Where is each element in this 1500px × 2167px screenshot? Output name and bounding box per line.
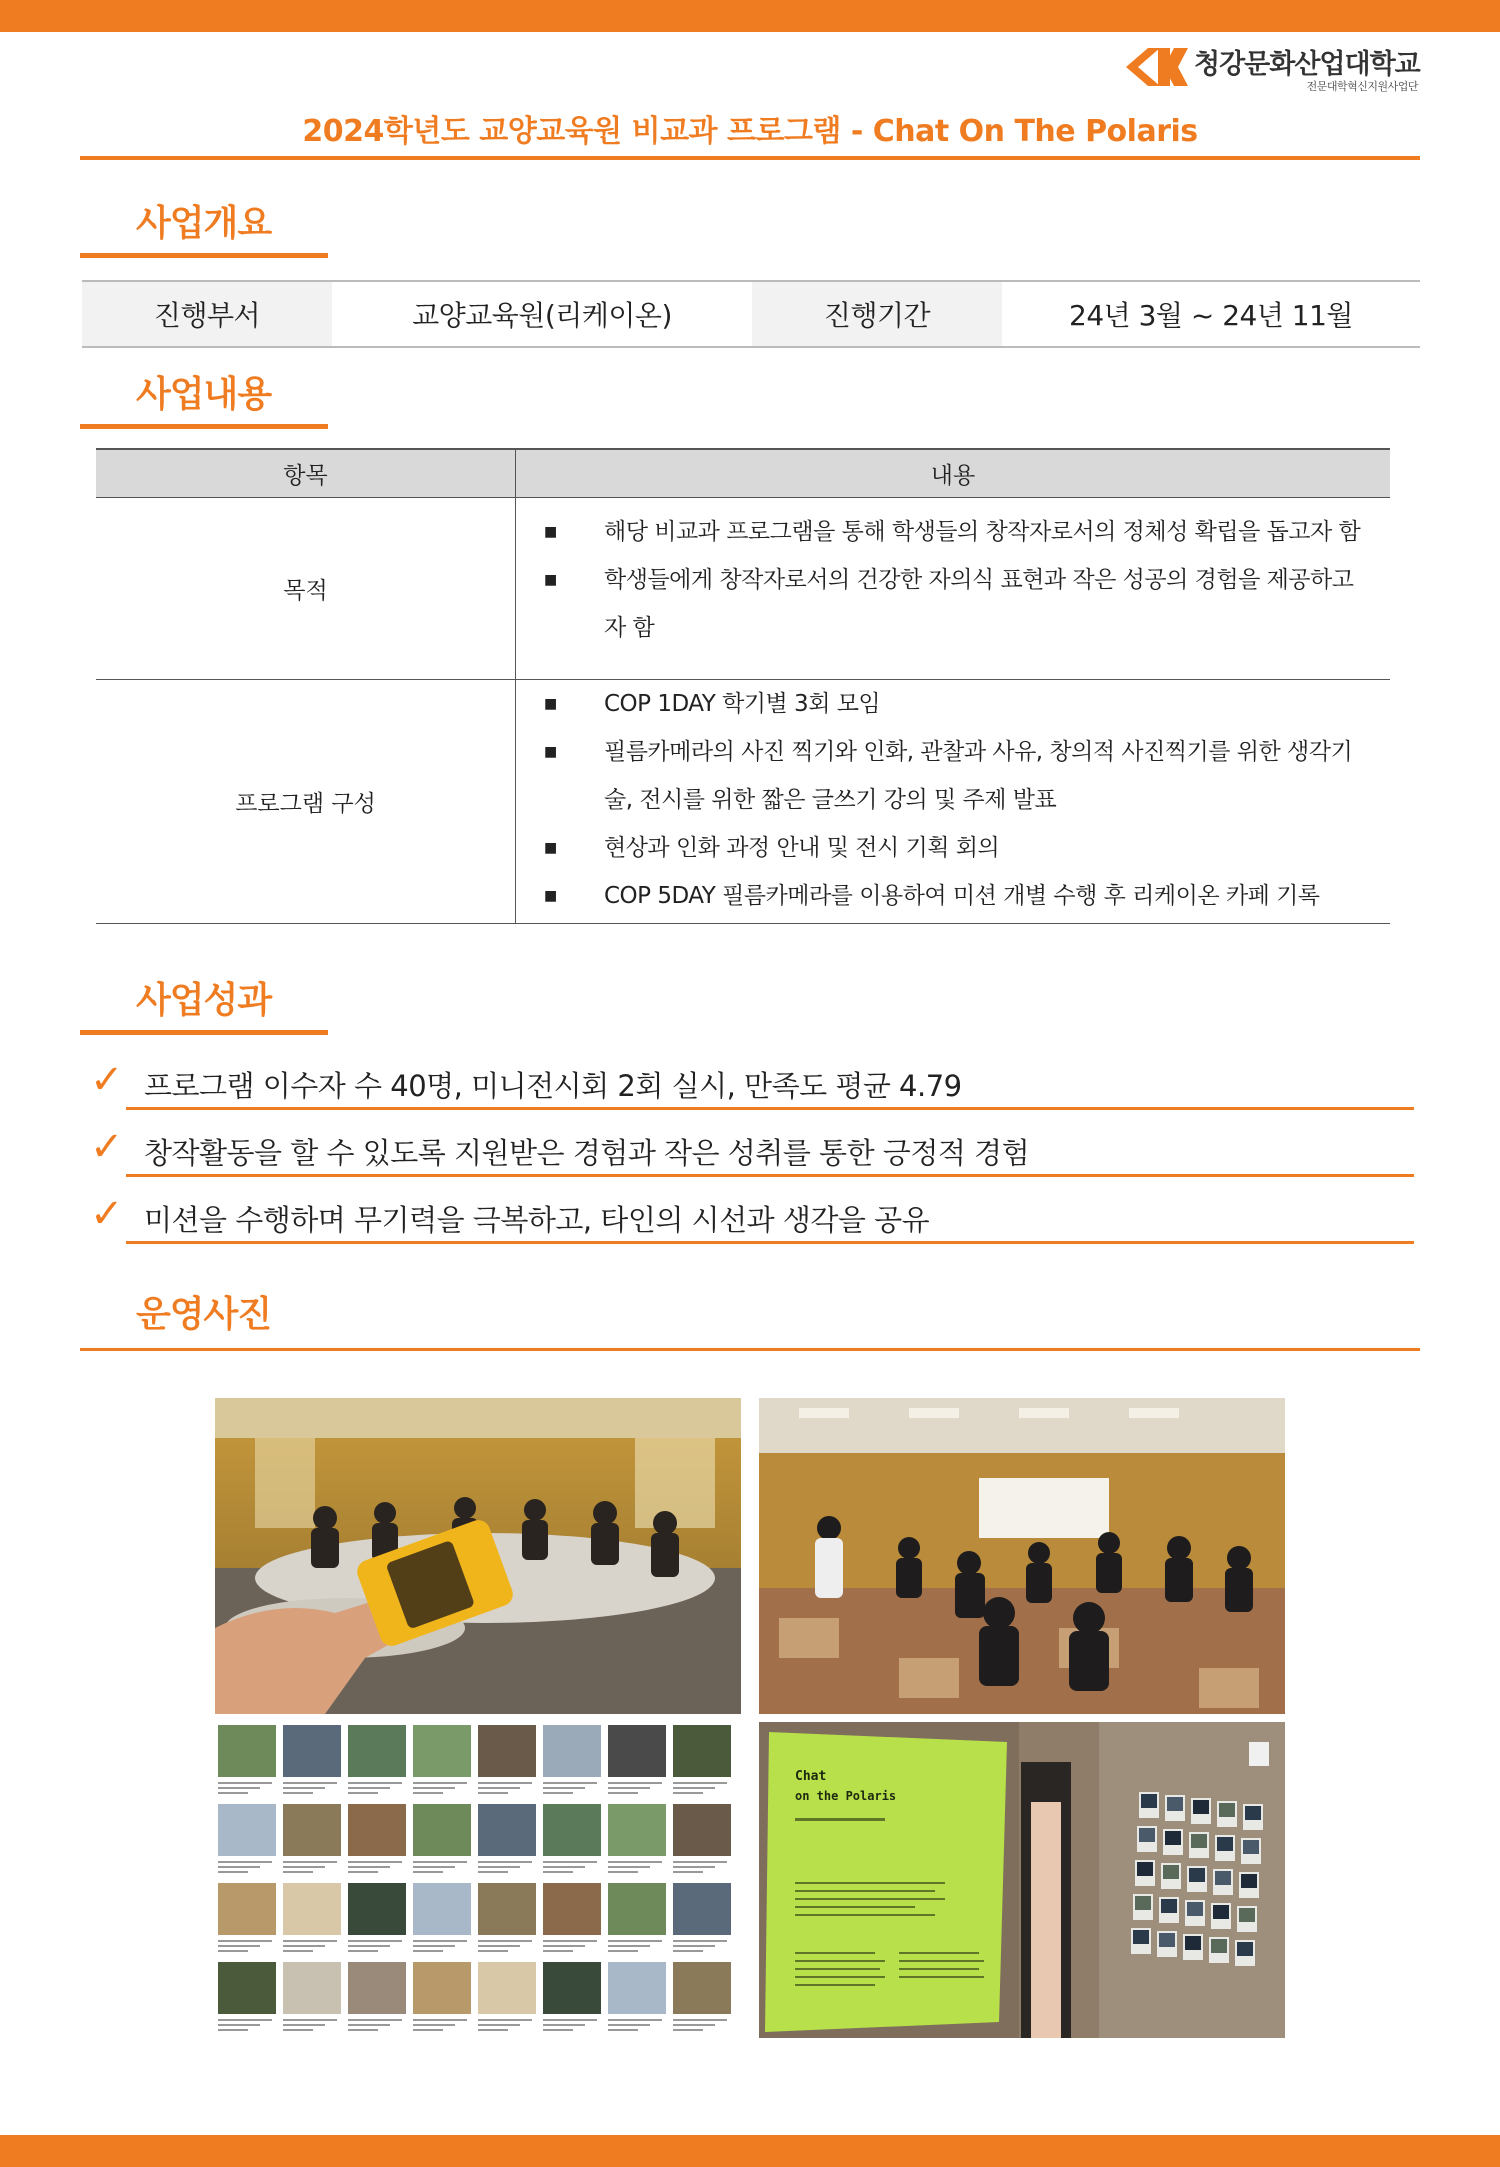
gallery-caption-line [348,1940,402,1942]
gallery-caption-line [608,1787,650,1789]
gallery-caption-line [478,1940,532,1942]
gallery-caption-line [673,1861,727,1863]
row-label-purpose: 목적 [96,498,516,679]
gallery-caption-line [673,1871,703,1873]
gallery-caption-line [348,1782,402,1784]
exhibit-print-image [1165,1831,1181,1845]
square-bullet-icon: ■ [544,888,557,904]
gallery-caption-line [348,1792,378,1794]
gallery-thumbnail [543,1883,601,1935]
gallery-thumbnail [348,1804,406,1856]
section-underline-overview [80,253,328,258]
checkmark-icon: ✓ [90,1057,124,1103]
gallery-caption-line [218,1945,260,1947]
gallery-thumbnail [218,1804,276,1856]
gallery-thumbnail [413,1804,471,1856]
gallery-thumbnail [543,1962,601,2014]
gallery-caption-line [283,1871,313,1873]
document-title: 2024학년도 교양교육원 비교과 프로그램 - Chat On The Polaris [302,114,1198,149]
gallery-caption-line [283,1861,337,1863]
gallery-caption-line [543,1871,573,1873]
gallery-thumbnail [478,1962,536,2014]
top-accent-bar [0,0,1500,32]
result-item: ✓ 창작활동을 할 수 있도록 지원받은 경험과 작은 성취를 통한 긍정적 경험 [90,1127,1414,1171]
gallery-caption-line [673,1792,703,1794]
exhibit-print-image [1219,1803,1235,1817]
gallery-caption-line [608,1940,662,1942]
gallery-caption-line [218,2029,248,2031]
gallery-thumbnail [608,1725,666,1777]
exhibit-print-image [1213,1905,1229,1919]
content-table [96,448,1390,924]
gallery-thumbnail [543,1725,601,1777]
gallery-caption-line [413,1940,467,1942]
gallery-caption-line [413,2029,443,2031]
exhibit-print-image [1135,1896,1151,1910]
exhibit-print-image [1241,1874,1257,1888]
gallery-caption-line [283,2019,337,2021]
gallery-caption-line [608,2024,650,2026]
gallery-caption-line [218,1861,272,1863]
section-heading-photos: 운영사진 [136,1294,272,1335]
gallery-thumbnail [413,1883,471,1935]
gallery-caption-line [608,1950,638,1952]
ck-logo-mark-icon [1112,44,1192,90]
list-item: ■ COP 5DAY 필름카메라를 이용하여 미션 개별 수행 후 리케이온 카페 기록 [530,872,1380,920]
gallery-caption-line [673,1940,727,1942]
gallery-caption-line [413,2019,467,2021]
exhibit-print-image [1215,1871,1231,1885]
table-row [96,680,1390,924]
gallery-caption-line [673,1782,727,1784]
list-item: ■ 현상과 인화 과정 안내 및 전시 기획 회의 [530,824,1380,872]
gallery-caption-line [283,1940,337,1942]
photo-classroom-camera [215,1398,741,1714]
gallery-caption-line [478,1950,508,1952]
section-heading-results: 사업성과 [136,980,272,1021]
gallery-caption-line [543,1782,597,1784]
gallery-caption-line [413,2024,455,2026]
section-heading-overview: 사업개요 [136,203,272,244]
gallery-caption-line [543,1950,573,1952]
gallery-caption-line [543,1861,597,1863]
gallery-caption-line [608,2029,638,2031]
gallery-caption-line [348,1866,390,1868]
gallery-thumbnail [543,1804,601,1856]
gallery-caption-line [673,1945,715,1947]
exhibit-print-image [1245,1806,1261,1820]
gallery-caption-line [478,2024,520,2026]
gallery-caption-line [283,2029,313,2031]
gallery-caption-line [478,2029,508,2031]
period-value: 24년 3월 ~ 24년 11월 [1069,299,1353,332]
gallery-caption-line [218,1792,248,1794]
gallery-caption-line [673,2029,703,2031]
exhibit-print-image [1137,1862,1153,1876]
gallery-caption-line [608,1866,650,1868]
gallery-caption-line [543,1940,597,1942]
gallery-caption-line [413,1945,455,1947]
list-item: ■ 해당 비교과 프로그램을 통해 학생들의 창작자로서의 정체성 확립을 돕고자 함 [530,508,1380,556]
gallery-caption-line [478,1945,520,1947]
logo-subtitle: 전문대학혁신지원사업단 [1306,80,1418,93]
gallery-thumbnail [478,1725,536,1777]
exhibit-print-image [1139,1828,1155,1842]
exhibit-print-image [1193,1800,1209,1814]
university-logo [1112,42,1422,94]
gallery-caption-line [543,1792,573,1794]
gallery-thumbnail [348,1883,406,1935]
gallery-caption-line [543,1866,585,1868]
section-underline-results [80,1030,328,1035]
exhibit-print-image [1133,1930,1149,1944]
gallery-caption-line [283,1792,313,1794]
exhibit-print-image [1189,1868,1205,1882]
exhibit-print-image [1217,1837,1233,1851]
content-table-header [96,448,1390,498]
result-item: ✓ 미션을 수행하며 무기력을 극복하고, 타인의 시선과 생각을 공유 [90,1194,1414,1238]
square-bullet-icon: ■ [544,840,557,856]
photo-classroom-circle [759,1398,1285,1714]
exhibit-print-image [1243,1840,1259,1854]
gallery-caption-line [608,1871,638,1873]
gallery-caption-line [673,1950,703,1952]
exhibit-print-image [1187,1902,1203,1916]
exhibit-print-image [1167,1797,1183,1811]
section-underline-content [80,424,328,429]
gallery-caption-line [218,1782,272,1784]
gallery-caption-line [283,2024,325,2026]
exhibit-print-image [1159,1933,1175,1947]
gallery-thumbnail [608,1804,666,1856]
gallery-caption-line [283,1945,325,1947]
gallery-thumbnail [413,1725,471,1777]
gallery-caption-line [543,2029,573,2031]
gallery-caption-line [218,1950,248,1952]
gallery-caption-line [543,1945,585,1947]
gallery-thumbnail [608,1962,666,2014]
section-underline-photos [80,1348,1420,1351]
gallery-caption-line [673,2024,715,2026]
gallery-caption-line [283,1782,337,1784]
exhibit-print-image [1185,1936,1201,1950]
gallery-caption-line [348,2029,378,2031]
gallery-thumbnail [348,1962,406,2014]
gallery-caption-line [283,1787,325,1789]
gallery-caption-line [543,1787,585,1789]
gallery-caption-line [218,1787,260,1789]
gallery-caption-line [218,2024,260,2026]
gallery-caption-line [218,2019,272,2021]
list-item-continuation: 술, 전시를 위한 짧은 글쓰기 강의 및 주제 발표 [604,787,1057,813]
period-label: 진행기간 [752,282,1002,346]
exhibit-print-image [1237,1942,1253,1956]
gallery-caption-line [413,1792,443,1794]
dept-value: 교양교육원(리케이온) [412,299,672,332]
list-item: ■ 학생들에게 창작자로서의 건강한 자의식 표현과 작은 성공의 경험을 제공하고 [530,556,1380,604]
logo-name: 청강문화산업대학교 [1194,49,1420,80]
gallery-caption-line [348,1945,390,1947]
gallery-caption-line [283,1950,313,1952]
gallery-caption-line [218,1940,272,1942]
gallery-caption-line [478,1782,532,1784]
gallery-thumbnail [283,1962,341,2014]
gallery-thumbnail [218,1962,276,2014]
gallery-thumbnail [478,1883,536,1935]
gallery-caption-line [478,1871,508,1873]
gallery-caption-line [348,1787,390,1789]
gallery-caption-line [413,1787,455,1789]
gallery-caption-line [673,1787,715,1789]
list-item: ■ 필름카메라의 사진 찍기와 인화, 관찰과 사유, 창의적 사진찍기를 위한 생각기 [530,728,1380,776]
section-heading-content: 사업내용 [136,374,272,415]
gallery-caption-line [543,2024,585,2026]
gallery-caption-line [348,1950,378,1952]
gallery-thumbnail [673,1883,731,1935]
gallery-caption-line [478,1861,532,1863]
gallery-caption-line [348,1861,402,1863]
col-header-content: 내용 [930,463,976,489]
gallery-thumbnail [283,1804,341,1856]
checkmark-icon: ✓ [90,1191,124,1237]
gallery-thumbnail [218,1883,276,1935]
gallery-caption-line [608,1792,638,1794]
col-header-item: 항목 [96,450,516,497]
exhibit-print-image [1239,1908,1255,1922]
gallery-caption-line [413,1866,455,1868]
gallery-caption-line [543,2019,597,2021]
gallery-thumbnail [218,1725,276,1777]
gallery-caption-line [608,1945,650,1947]
gallery-caption-line [348,1871,378,1873]
exhibit-print-image [1191,1834,1207,1848]
poster-title-line2: on the Polaris [795,1789,897,1803]
dept-label: 진행부서 [82,282,332,346]
table-row [96,498,1390,680]
gallery-thumbnail [608,1883,666,1935]
gallery-thumbnail [673,1725,731,1777]
gallery-thumbnail [413,1962,471,2014]
exhibit-print-image [1211,1939,1227,1953]
gallery-thumbnail [348,1725,406,1777]
exhibit-print-image [1161,1899,1177,1913]
title-divider [80,156,1420,160]
square-bullet-icon: ■ [544,572,557,588]
square-bullet-icon: ■ [544,744,557,760]
gallery-caption-line [608,1782,662,1784]
square-bullet-icon: ■ [544,524,557,540]
gallery-thumbnail [673,1804,731,1856]
gallery-thumbnail [478,1804,536,1856]
list-item: ■ COP 1DAY 학기별 3회 모임 [530,680,1380,728]
gallery-caption-line [608,1861,662,1863]
gallery-caption-line [413,1950,443,1952]
bottom-accent-bar [0,2135,1500,2167]
photo-film-gallery-grid [215,1722,741,2038]
overview-table [82,280,1420,348]
gallery-caption-line [478,1792,508,1794]
gallery-caption-line [413,1871,443,1873]
gallery-caption-line [478,1787,520,1789]
result-item: ✓ 프로그램 이수자 수 40명, 미니전시회 2회 실시, 만족도 평균 4.79 [90,1060,1414,1104]
gallery-caption-line [413,1782,467,1784]
exhibit-print-image [1141,1794,1157,1808]
gallery-caption-line [218,1866,260,1868]
list-item-continuation: 자 함 [604,615,655,641]
gallery-caption-line [413,1861,467,1863]
square-bullet-icon: ■ [544,696,557,712]
gallery-caption-line [218,1871,248,1873]
gallery-caption-line [673,2019,727,2021]
gallery-caption-line [608,2019,662,2021]
checkmark-icon: ✓ [90,1124,124,1170]
gallery-thumbnail [283,1883,341,1935]
row-label-program: 프로그램 구성 [96,680,516,923]
gallery-thumbnail [673,1962,731,2014]
gallery-caption-line [673,1866,715,1868]
gallery-caption-line [348,2019,402,2021]
gallery-caption-line [348,2024,390,2026]
exhibit-print-image [1163,1865,1179,1879]
gallery-caption-line [283,1866,325,1868]
gallery-caption-line [478,1866,520,1868]
photo-exhibition-poster [759,1722,1285,2038]
gallery-thumbnail [283,1725,341,1777]
gallery-caption-line [478,2019,532,2021]
poster-title-line1: Chat [795,1769,827,1784]
